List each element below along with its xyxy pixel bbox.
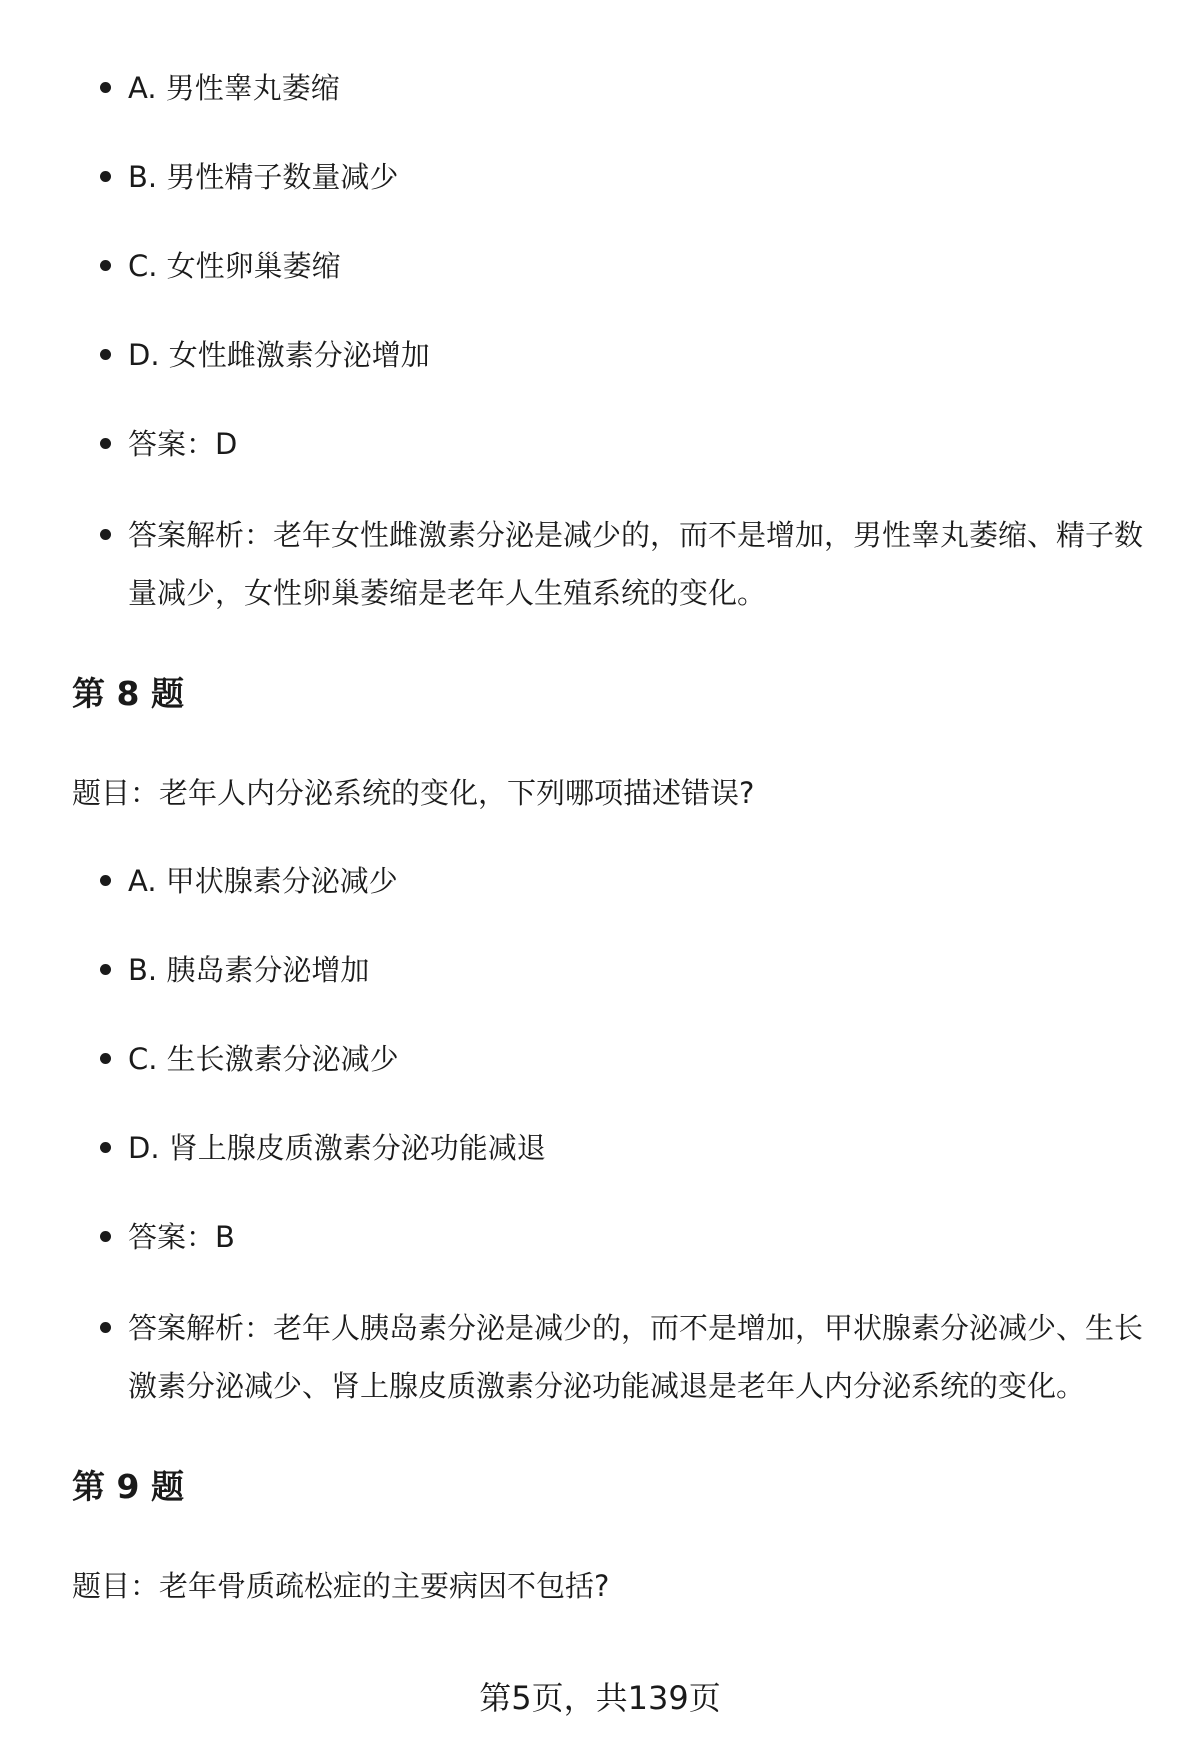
q7-answer: 答案：D [128, 415, 1148, 473]
q8-option-d: D. 肾上腺皮质激素分泌功能减退 [128, 1119, 1148, 1177]
q7-explanation: 答案解析：老年女性雌激素分泌是减少的，而不是增加，男性睾丸萎缩、精子数量减少，女性卵巢萎缩是老年人生殖系统的变化。 [128, 506, 1148, 622]
page-number-footer: 第5页，共139页 [479, 1679, 721, 1717]
q8-option-c: C. 生长激素分泌减少 [128, 1030, 1148, 1088]
q7-option-a: A. 男性睾丸萎缩 [128, 59, 1148, 117]
q7-option-b: B. 男性精子数量减少 [128, 148, 1148, 206]
q9-question: 题目：老年骨质疏松症的主要病因不包括? [72, 1569, 610, 1603]
q7-option-d: D. 女性雌激素分泌增加 [128, 326, 1148, 384]
q8-question: 题目：老年人内分泌系统的变化，下列哪项描述错误? [72, 776, 755, 810]
q7-option-c: C. 女性卵巢萎缩 [128, 237, 1148, 295]
q8-heading: 第 8 题 [72, 674, 184, 713]
q8-option-b: B. 胰岛素分泌增加 [128, 941, 1148, 999]
q8-option-a: A. 甲状腺素分泌减少 [128, 852, 1148, 910]
q8-explanation: 答案解析：老年人胰岛素分泌是减少的，而不是增加，甲状腺素分泌减少、生长激素分泌减少、肾上腺皮质激素分泌功能减退是老年人内分泌系统的变化。 [128, 1299, 1148, 1415]
q8-answer: 答案：B [128, 1208, 1148, 1266]
q9-heading: 第 9 题 [72, 1467, 184, 1506]
